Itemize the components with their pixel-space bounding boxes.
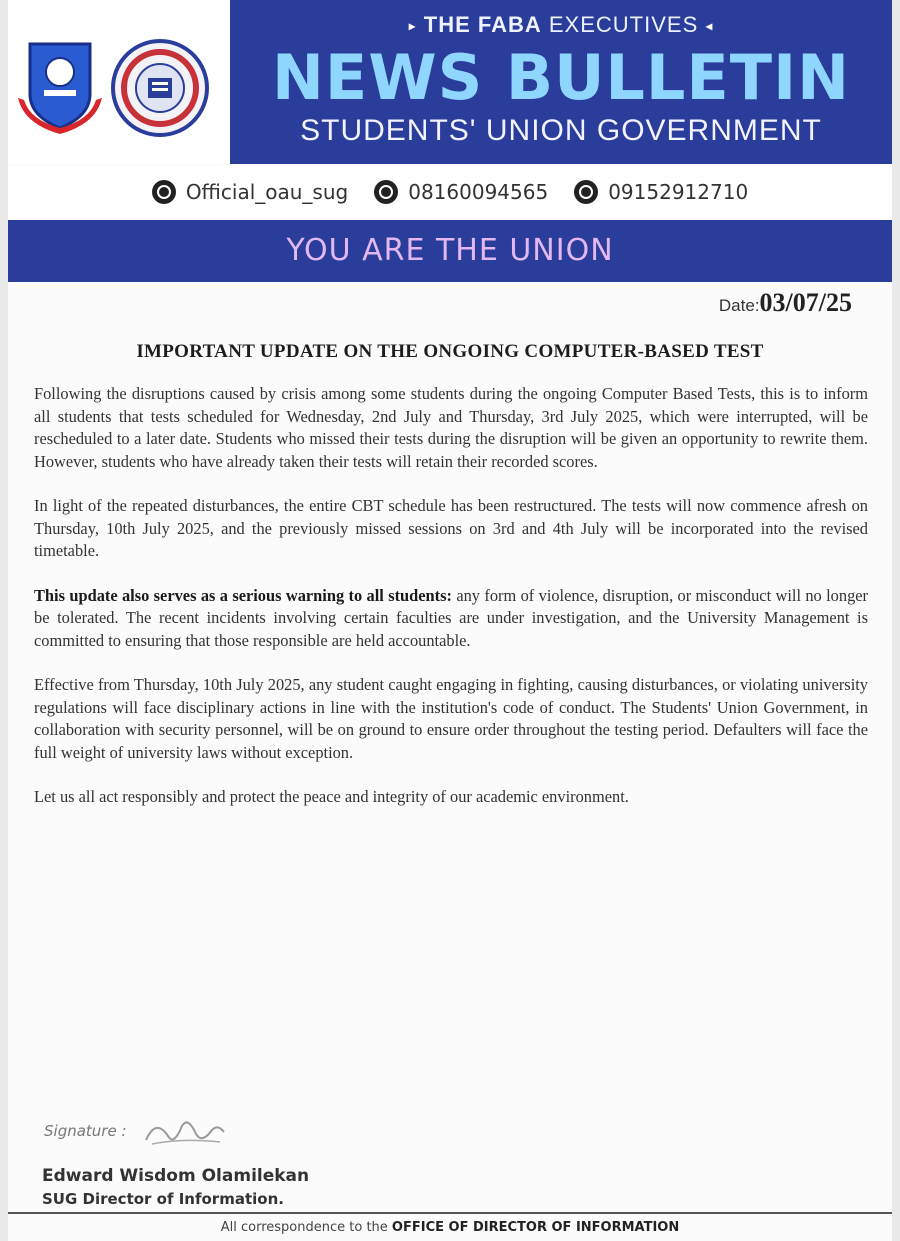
phone-number: 09152912710 (608, 180, 749, 204)
date-label: Date: (718, 296, 760, 315)
contact-phone (574, 180, 748, 204)
footer-note: All correspondence to the OFFICE OF DIRECTOR OF INFORMATION (220, 1220, 680, 1235)
contact-whatsapp (374, 180, 548, 204)
signature-label: Signature : (44, 1122, 127, 1140)
paragraph-1: Following the disruptions caused by crisis among some students during the ongoing Computer Based Tests, this is to inform all students that tests scheduled for Wednesday, 2nd July and Thursday, 3rd July 2025, which were interrupted, will be rescheduled to a later date. Students who missed their tests during the disruption will be given an opportunity to rewrite them. However, students who have already taken their tests will retain their recorded scores. (34, 384, 868, 471)
date-line (719, 288, 852, 318)
contact-instagram (152, 180, 348, 204)
triangle-right-icon: ▸ (408, 17, 417, 34)
slogan-bar: YOU ARE THE UNION (8, 220, 892, 282)
bulletin-body (34, 383, 868, 831)
paragraph-5: Let us all act responsibly and protect the peace and integrity of our academic environment. (34, 787, 629, 806)
instagram-icon (152, 180, 176, 204)
university-crest-logo (14, 38, 106, 138)
faba-executives-label: ▸ THE FABA EXECUTIVES ◂ (408, 12, 714, 37)
footer-office: OFFICE OF DIRECTOR OF INFORMATION (391, 1220, 680, 1235)
whatsapp-icon (374, 180, 398, 204)
header-banner (230, 0, 892, 164)
warning-text: This update also serves as a serious warning to all students: (34, 585, 452, 605)
triangle-left-icon: ◂ (705, 17, 714, 34)
signer-title: SUG Director of Information. (42, 1190, 284, 1208)
bulletin-headline: IMPORTANT UPDATE ON THE ONGOING COMPUTER-BASED TEST (136, 341, 764, 362)
footer-divider (8, 1212, 892, 1214)
sug-subtitle: STUDENTS' UNION GOVERNMENT (300, 114, 822, 147)
phone-icon (574, 180, 598, 204)
paragraph-4: Effective from Thursday, 10th July 2025, any student caught engaging in fighting, causing disturbances, or violating university regulations will face disciplinary actions in line with the institution's code of conduct. The Students' Union Government, in collaboration with security personnel, will be on ground to ensure order throughout the testing period. Defaulters will face the full weight of university laws without exception. (34, 675, 868, 762)
sug-seal-logo (110, 38, 210, 138)
bulletin-title: NEWS BULLETIN (271, 41, 851, 114)
signer-name: Edward Wisdom Olamilekan (42, 1166, 310, 1186)
news-bulletin-document (8, 0, 892, 1241)
whatsapp-number: 08160094565 (408, 180, 549, 204)
logo-area (8, 0, 234, 164)
contact-strip (8, 166, 892, 218)
instagram-handle: Official_oau_sug (185, 180, 349, 204)
paragraph-2: In light of the repeated disturbances, the entire CBT schedule has been restructured. The tests will now commence afresh on Thursday, 10th July 2025, and the previously missed sessions on 3rd and 4th July will be incorporated into the revised timetable. (34, 496, 868, 560)
paragraph-3: This update also serves as a serious warning to all students: any form of violence, disruption, or misconduct will no longer be tolerated. The recent incidents involving certain faculties are under investigation, and the University Management is committed to ensuring that those responsible are held accountable. (34, 585, 868, 650)
date-value: 03/07/25 (759, 288, 852, 317)
handwritten-signature (138, 1112, 228, 1152)
